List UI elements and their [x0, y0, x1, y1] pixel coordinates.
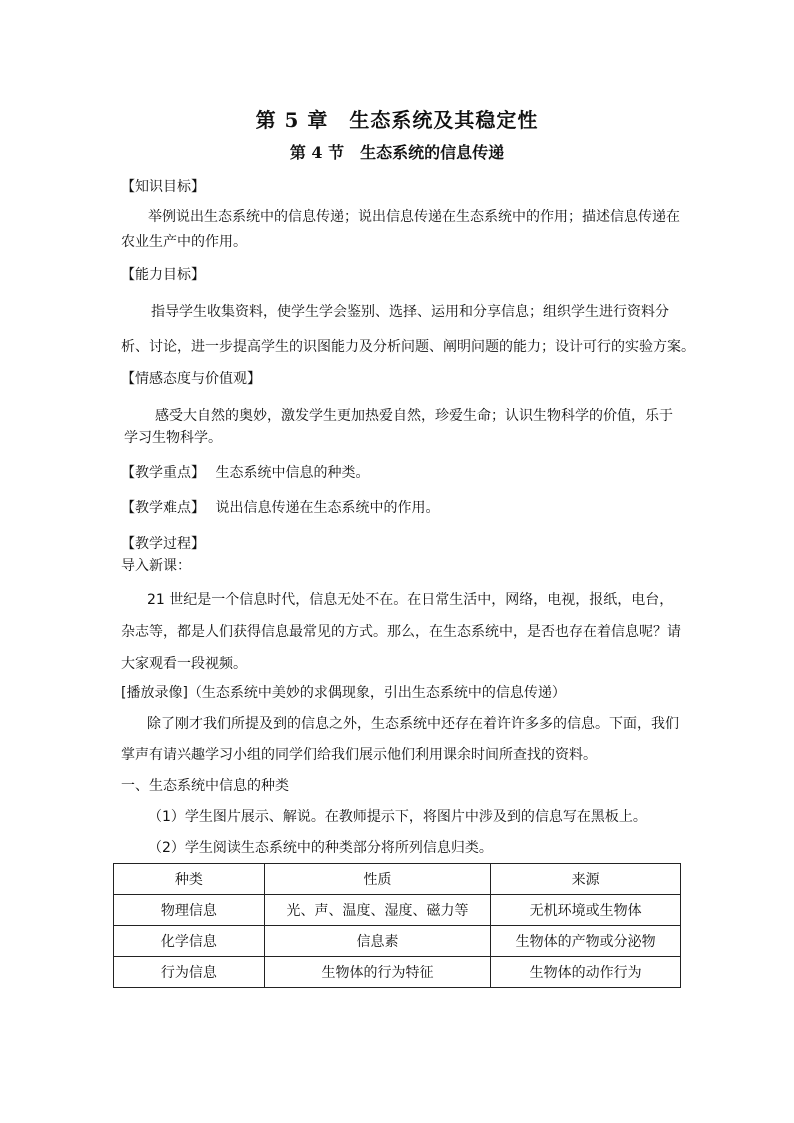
table-cell: 信息素 — [264, 926, 491, 957]
knowledge-line-1: 举例说出生态系统中的信息传递；说出信息传递在生态系统中的作用；描述信息传递在 — [148, 209, 680, 225]
difficulty — [121, 497, 439, 517]
section-1-heading: 一、生态系统中信息的种类 — [121, 778, 289, 794]
step-2: （2）学生阅读生态系统中的种类部分将所列信息归类。 — [148, 840, 493, 856]
table-row — [114, 926, 681, 957]
knowledge-heading: 【知识目标】 — [121, 179, 205, 195]
video-line: [播放录像]（生态系统中美妙的求偶现象，引出生态系统中的信息传递） — [121, 685, 566, 701]
emotion-line-1: 感受大自然的奥妙，激发学生更加热爱自然，珍爱生命；认识生物科学的价值，乐于 — [155, 408, 673, 424]
table-header-cell: 种类 — [114, 864, 265, 895]
ability-line-1: 指导学生收集资料，使学生学会鉴别、选择、运用和分享信息；组织学生进行资料分 — [151, 304, 669, 320]
ability-heading: 【能力目标】 — [121, 267, 205, 283]
section-title: 第 4 节 生态系统的信息传递 — [289, 143, 505, 162]
intro-line-3: 大家观看一段视频。 — [121, 656, 247, 672]
table-cell: 物理信息 — [114, 895, 265, 926]
transition-line-2: 掌声有请兴趣学习小组的同学们给我们展示他们利用课余时间所查找的资料。 — [121, 747, 597, 763]
table-header-cell: 性质 — [264, 864, 491, 895]
ability-line-2: 析、讨论，进一步提高学生的识图能力及分析问题、阐明问题的能力；设计可行的实验方案。 — [121, 339, 695, 355]
table-cell: 生物体的产物或分泌物 — [491, 926, 681, 957]
key-point-text: 生态系统中信息的种类。 — [215, 465, 370, 481]
transition-line-1: 除了刚才我们所提及到的信息之外，生态系统中还存在着许许多多的信息。下面，我们 — [147, 716, 679, 732]
table-header-cell: 来源 — [491, 864, 681, 895]
table-cell: 行为信息 — [114, 957, 265, 988]
emotion-line-2: 学习生物科学。 — [124, 430, 222, 446]
step-1: （1）学生图片展示、解说。在教师提示下，将图片中涉及到的信息写在黑板上。 — [148, 809, 647, 825]
info-type-table — [113, 863, 681, 988]
emotion-heading: 【情感态度与价值观】 — [121, 371, 261, 387]
table-row — [114, 957, 681, 988]
knowledge-line-2: 农业生产中的作用。 — [121, 234, 247, 250]
key-point-heading: 【教学重点】 — [121, 465, 205, 481]
table-cell: 无机环境或生物体 — [491, 895, 681, 926]
intro-label: 导入新课： — [121, 558, 191, 574]
table-cell: 生物体的行为特征 — [264, 957, 491, 988]
table-header-row — [114, 864, 681, 895]
table-cell: 光、声、温度、湿度、磁力等 — [264, 895, 491, 926]
process-heading: 【教学过程】 — [121, 536, 205, 552]
difficulty-heading: 【教学难点】 — [121, 500, 205, 516]
table-cell: 化学信息 — [114, 926, 265, 957]
table-row — [114, 895, 681, 926]
intro-line-1: 21 世纪是一个信息时代，信息无处不在。在日常生活中，网络，电视，报纸，电台， — [147, 592, 674, 608]
table-cell: 生物体的动作行为 — [491, 957, 681, 988]
key-point — [121, 462, 369, 482]
intro-line-2: 杂志等，都是人们获得信息最常见的方式。那么，在生态系统中，是否也存在着信息呢？请 — [121, 624, 681, 640]
chapter-title: 第 5 章 生态系统及其稳定性 — [255, 108, 539, 132]
difficulty-text: 说出信息传递在生态系统中的作用。 — [215, 500, 440, 516]
